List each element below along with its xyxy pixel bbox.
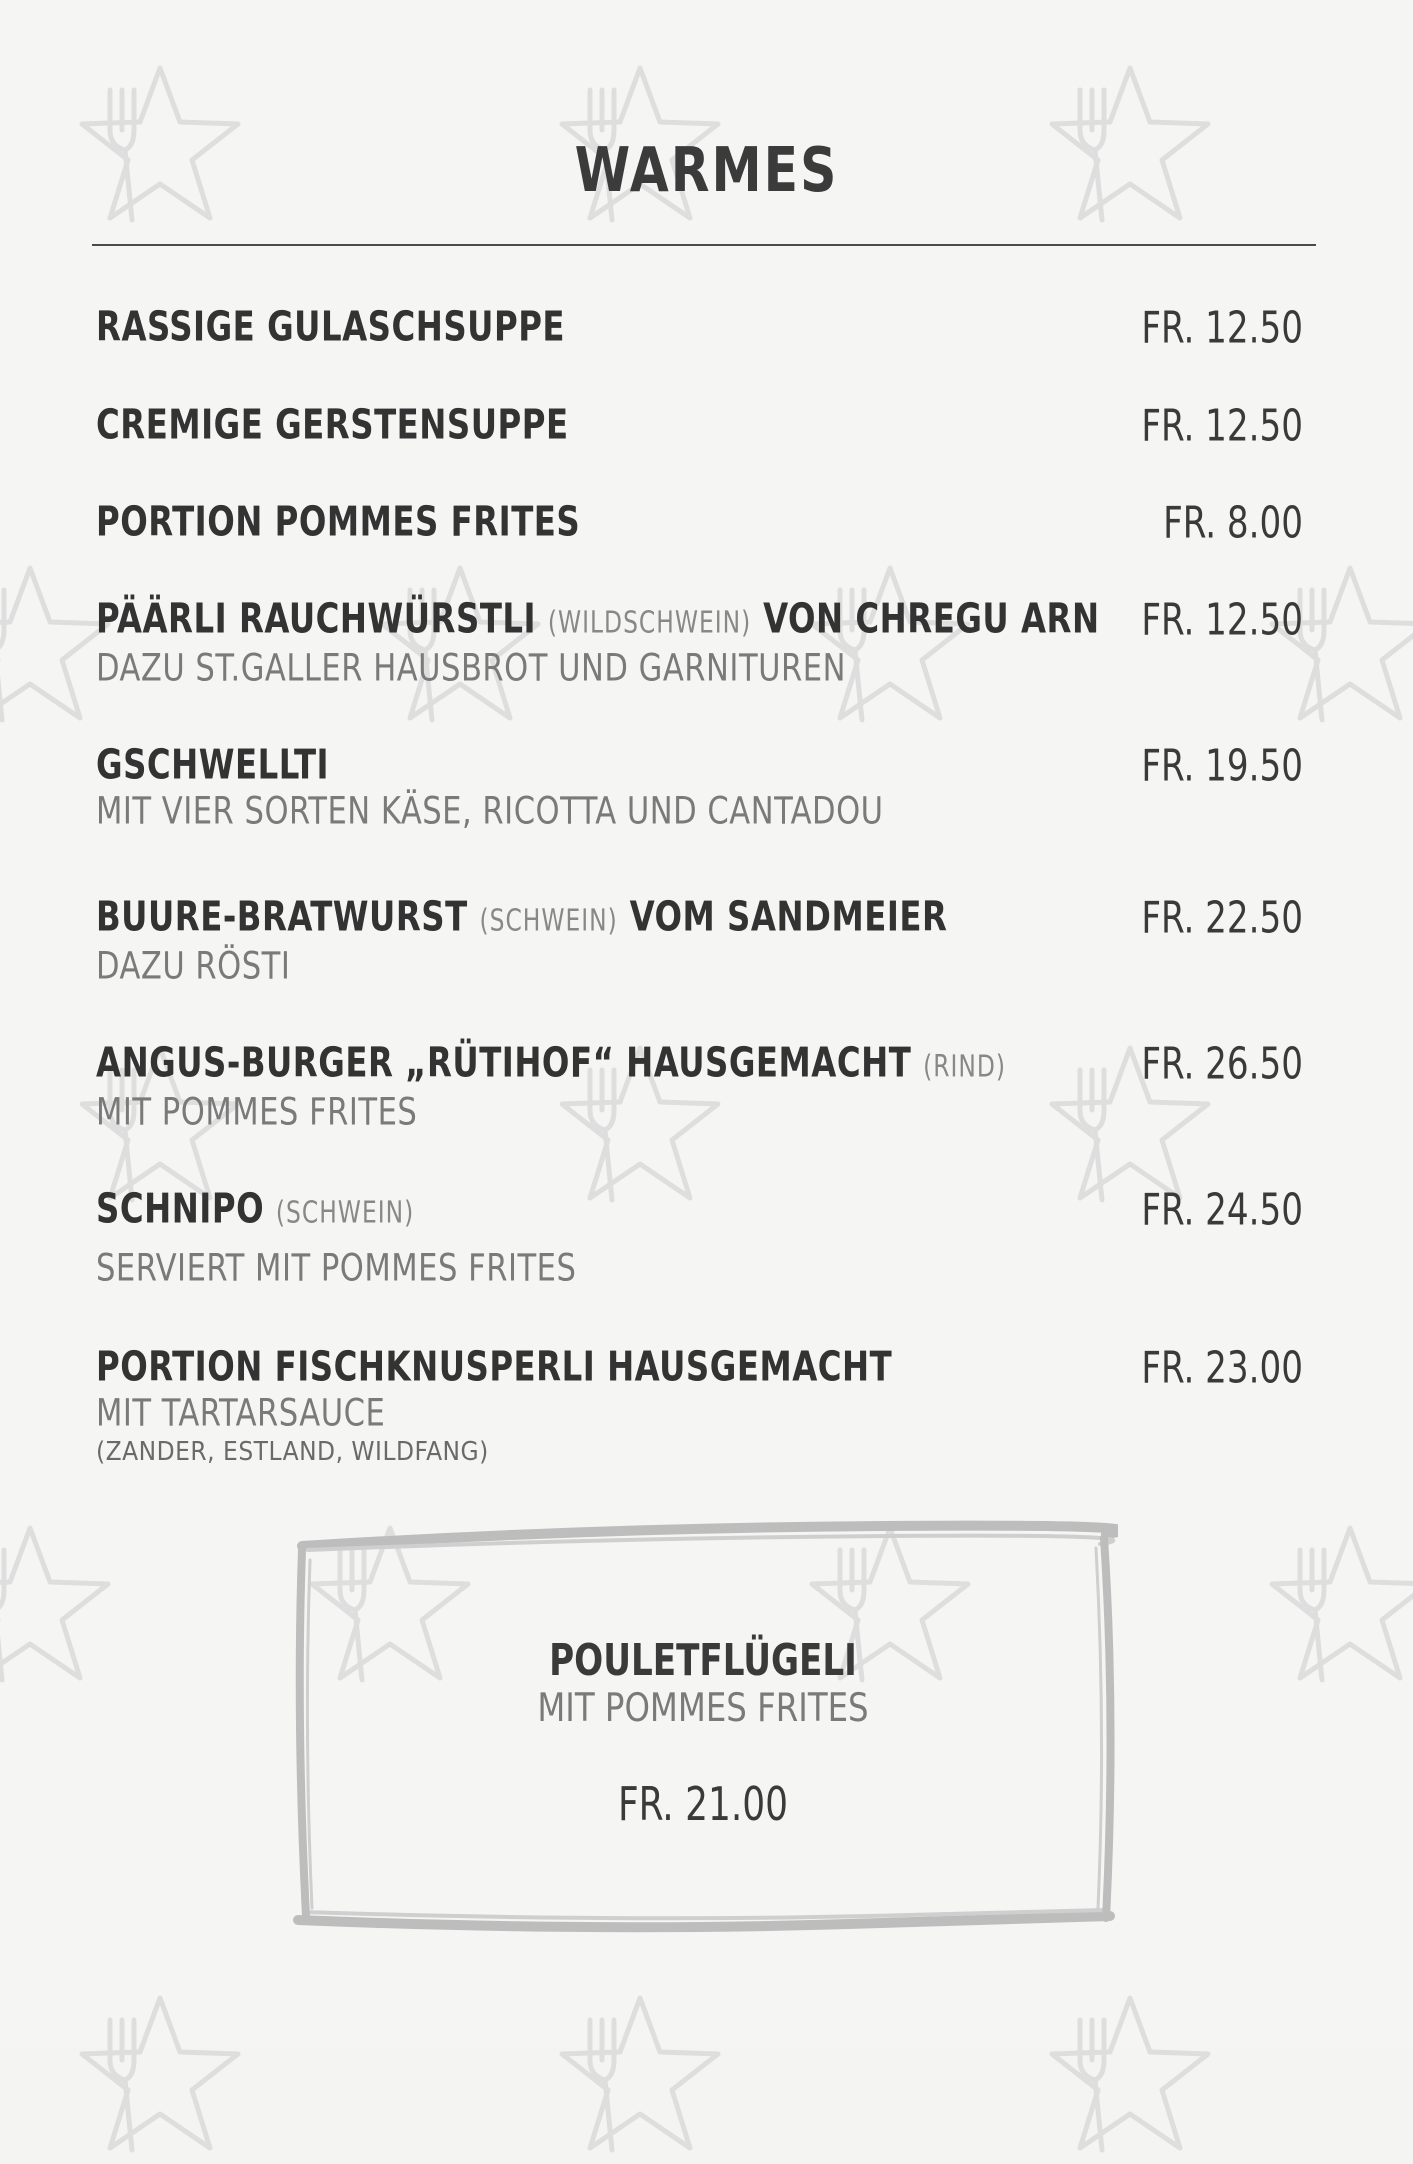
item-name-main: SCHNIPO — [96, 1185, 265, 1233]
item-price: FR. 12.50 — [1141, 400, 1303, 451]
title-divider — [92, 244, 1316, 246]
restaurant-guru-star-fork-icon — [550, 1990, 730, 2164]
item-name — [96, 592, 1306, 651]
item-price: FR. 19.50 — [1141, 740, 1303, 791]
special-content — [288, 1520, 1118, 1940]
item-description: MIT VIER SORTEN KÄSE, RICOTTA UND CANTADOU — [96, 789, 884, 834]
item-name — [96, 890, 1306, 949]
restaurant-guru-star-fork-icon — [1040, 1990, 1220, 2164]
menu-item — [96, 890, 1306, 987]
item-description: DAZU RÖSTI — [96, 944, 291, 989]
item-name: CREMIGE GERSTENSUPPE — [96, 401, 569, 449]
item-meat-note: (SCHWEIN) — [275, 1195, 415, 1231]
menu-item — [96, 1340, 1306, 1470]
item-price: FR. 24.50 — [1141, 1184, 1303, 1235]
special-box — [288, 1520, 1118, 1940]
item-meat-note: (SCHWEIN) — [479, 903, 618, 939]
item-name: RASSIGE GULASCHSUPPE — [96, 303, 566, 351]
item-name-main: BUURE-BRATWURST — [96, 893, 468, 941]
item-meat-note: (RIND) — [923, 1049, 1007, 1085]
menu-item — [96, 592, 1306, 689]
item-name: PORTION FISCHKNUSPERLI HAUSGEMACHT — [96, 1343, 893, 1391]
item-price: FR. 12.50 — [1141, 594, 1303, 645]
menu-item — [96, 495, 1306, 546]
menu-item — [96, 1182, 1306, 1289]
item-meat-note: (WILDSCHWEIN) — [547, 605, 752, 641]
item-name-main: ANGUS-BURGER „RÜTIHOF“ HAUSGEMACHT — [96, 1039, 912, 1087]
menu-item — [96, 300, 1306, 351]
item-price: FR. 22.50 — [1141, 892, 1303, 943]
menu-item — [96, 738, 1306, 832]
menu-item — [96, 398, 1306, 449]
restaurant-guru-star-fork-icon — [1260, 1520, 1413, 1694]
restaurant-guru-star-fork-icon — [70, 1990, 250, 2164]
item-description: MIT TARTARSAUCE — [96, 1391, 386, 1436]
item-price: FR. 8.00 — [1163, 497, 1303, 548]
item-description: DAZU ST.GALLER HAUSBROT UND GARNITUREN — [96, 646, 846, 691]
item-name: GSCHWELLTI — [96, 741, 330, 789]
restaurant-guru-star-fork-icon — [0, 1520, 120, 1694]
item-name: PORTION POMMES FRITES — [96, 498, 581, 546]
item-name — [96, 1182, 1306, 1241]
item-name — [96, 1036, 1306, 1095]
item-name-supplier: VON CHREGU ARN — [763, 595, 1100, 643]
item-description: MIT POMMES FRITES — [96, 1090, 418, 1135]
item-description: SERVIERT MIT POMMES FRITES — [96, 1246, 577, 1291]
item-origin-note: (ZANDER, ESTLAND, WILDFANG) — [96, 1437, 489, 1467]
section-title: WARMES — [574, 134, 839, 207]
special-price: FR. 21.00 — [617, 1778, 789, 1832]
item-price: FR. 26.50 — [1141, 1038, 1303, 1089]
item-name-supplier: VOM SANDMEIER — [629, 893, 948, 941]
item-price: FR. 23.00 — [1141, 1342, 1303, 1393]
item-price: FR. 12.50 — [1141, 302, 1303, 353]
special-name: POULETFLÜGELI — [549, 1634, 857, 1686]
menu-item — [96, 1036, 1306, 1133]
item-name-main: PÄÄRLI RAUCHWÜRSTLI — [96, 595, 537, 643]
special-description: MIT POMMES FRITES — [537, 1685, 869, 1732]
